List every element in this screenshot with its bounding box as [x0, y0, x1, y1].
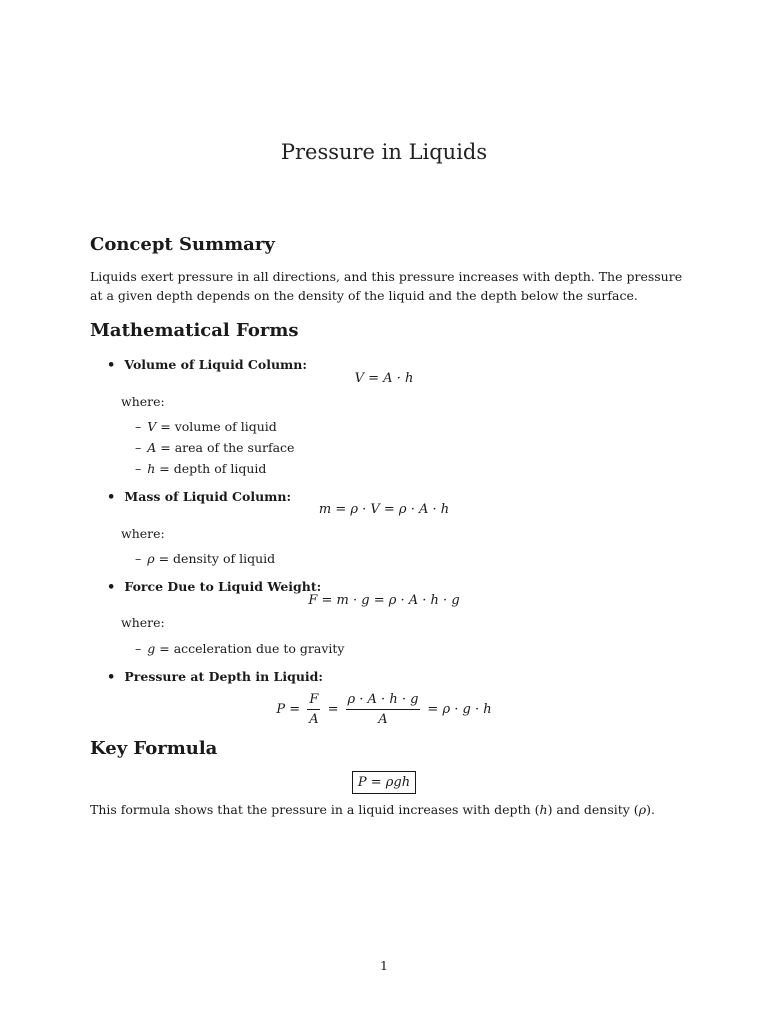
var-item: – V = volume of liquid	[135, 419, 277, 434]
boxed-key-formula: P = ρgh	[352, 771, 416, 794]
document-title: Pressure in Liquids	[280, 140, 488, 164]
where-label: where:	[121, 615, 165, 630]
var-item: – g = acceleration due to gravity	[135, 641, 345, 656]
equation-pressure	[0, 692, 768, 727]
bullet-marker: •	[107, 580, 116, 595]
equation-lhs: P =	[276, 702, 301, 717]
equation-mass: m = ρ · V = ρ · A · h	[318, 502, 450, 517]
bullet-marker: •	[107, 490, 116, 505]
var-item: – h = depth of liquid	[135, 461, 267, 476]
equation-force: F = m · g = ρ · A · h · g	[308, 593, 460, 608]
bullet-pressure	[107, 666, 323, 685]
equation-volume: V = A · h	[354, 371, 414, 386]
var-item: – A = area of the surface	[135, 440, 295, 455]
concept-summary-paragraph: Liquids exert pressure in all directions, and this pressure increases with depth. The pressure at a given depth depends on the density of the liquid and the depth below the surface.	[90, 269, 683, 303]
var-item: – ρ = density of liquid	[135, 551, 276, 566]
equation-equals: =	[327, 702, 339, 717]
fraction-expanded: $\frac{\rho \cdot A \cdot h \cdot g}{A}$	[347, 692, 419, 727]
key-formula-container	[0, 771, 768, 794]
where-label: where:	[121, 394, 165, 409]
section-heading-key-formula: Key Formula	[90, 738, 218, 759]
page-number: 1	[380, 958, 388, 973]
where-label: where:	[121, 526, 165, 541]
bullet-label-mass: Mass of Liquid Column:	[124, 489, 292, 504]
equation-rhs: = ρ · g · h	[427, 702, 492, 717]
bullet-marker: •	[107, 670, 116, 685]
bullet-label-pressure: Pressure at Depth in Liquid:	[124, 669, 324, 684]
section-heading-mathematical-forms: Mathematical Forms	[90, 320, 299, 341]
section-heading-concept-summary: Concept Summary	[90, 234, 275, 255]
bullet-label-force: Force Due to Liquid Weight:	[124, 579, 322, 594]
bullet-label-volume: Volume of Liquid Column:	[124, 357, 307, 372]
fraction-f-over-a: $\frac{F}{A}$	[309, 692, 319, 727]
bullet-marker: •	[107, 358, 116, 373]
key-formula-explanation: This formula shows that the pressure in a liquid increases with depth (h) and density (ρ).	[90, 802, 655, 817]
